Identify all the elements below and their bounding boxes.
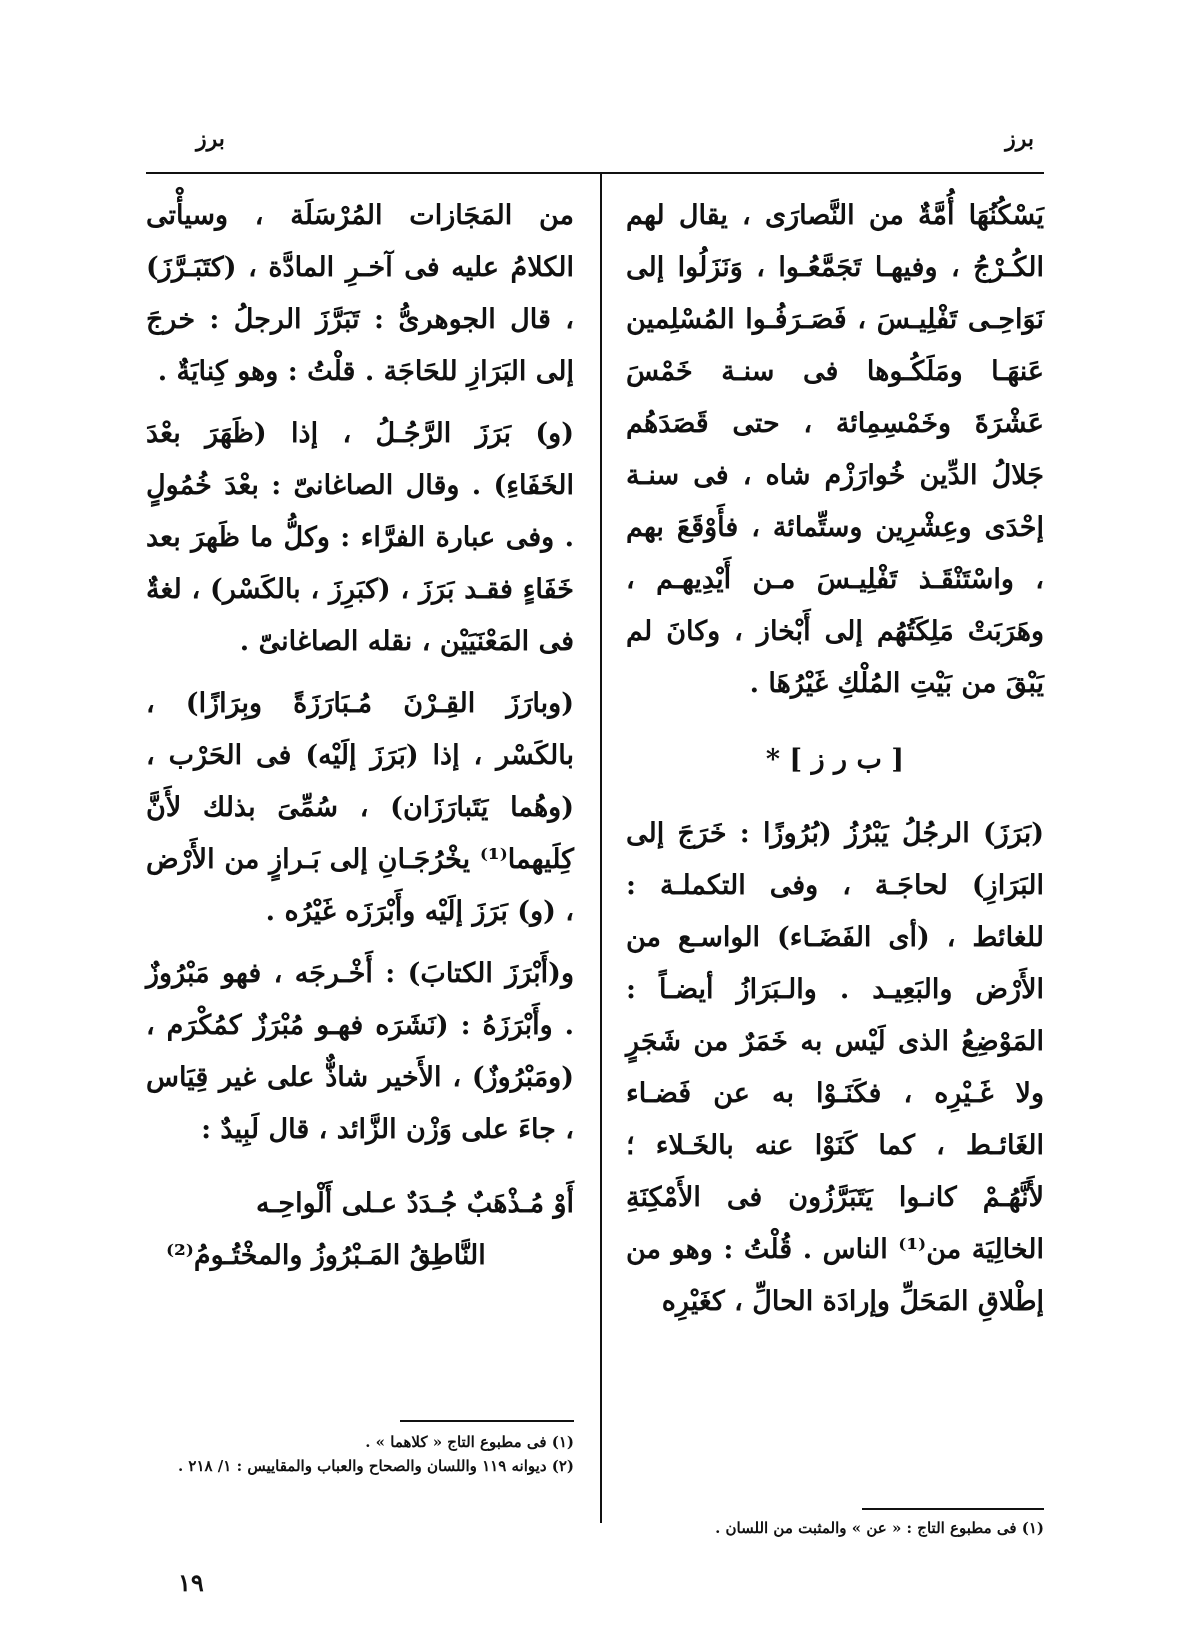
header-rule [146, 172, 1044, 174]
footnote: (٢) ديوانه ١١٩ واللسان والصحاح والعباب والمقاييس : ١/ ٢١٨ . [177, 1457, 574, 1475]
footnote: (١) فى مطبوع التاج « كلاهما » . [365, 1433, 574, 1451]
header-keyword-right: برز [1005, 126, 1034, 152]
poem-line-2: النَّاطِقُ المَـبْرُوزُ والمخْتُـومُ⁽²⁾ [166, 1240, 486, 1271]
poem-verse [146, 1178, 574, 1282]
paragraph-2: (و) بَرَزَ الرَّجُـلُ ، إذا (ظَهَرَ بعْدَ الخَفَاءِ) . وقال الصاغانىّ : بعْدَ خُمُولٍ . وفى عبارة الفرَّاء : وكلُّ ما ظَهرَ بعد خَفَاءٍ فقـد بَرَزَ ، (كبَرِزَ ، بالكَسْر) ، لغةٌ فى المَعْنَيَيْن ، نقله الصاغانىّ . [146, 418, 574, 657]
right-column [626, 190, 1044, 1332]
poem-line-1: أَوْ مُـذْهَبٌ جُـدَدٌ عـلى أَلْواحِـه [256, 1188, 574, 1219]
footnotes-right [626, 1516, 1044, 1540]
paragraph-3: (وبارَزَ القِـرْنَ مُـبَارَزَةً وبِرَازًا) ، بالكَسْر ، إذا (بَرَزَ إلَيْه) فى الحَرْب ، (وهُما يَتَبارَزَان) ، سُمِّىَ بذلك لأَنَّ كِلَيهما⁽¹⁾ يخْرُجَـانِ إلى بَـرازٍ من الأَرْض ، (و) بَرَزَ إلَيْه وأَبْرَزَه غَيْرُه . [146, 688, 574, 927]
paragraph-4: و(أَبْرَزَ الكتابَ) : أَخْـرجَه ، فهو مَبْرُوزٌ . وأَبْرَزَهُ : (نَشَرَه فهـو مُبْرَزٌ كمُكْرَم ، (ومَبْرُوزٌ) ، الأَخير شاذٌّ على غير قِيَاس ، جاءَ على وَزْن الزَّائد ، قال لَبِيدٌ : [146, 958, 574, 1145]
header-keyword-left: برز [196, 126, 225, 152]
entry-paragraph: (بَرَزَ) الرجُلُ يَبْرُزُ (بُرُوزًا : خَرَجَ إلى البَرَازِ) لحاجَـة ، وفى التكملـة : للغائط ، (أى الفَضَـاء) الواسـع من الأَرْض والبَعِيـد . والـبَرَازُ أيضـاً : المَوْضِعُ الذى لَيْس به خَمَرٌ من شَجَرٍ ولا غَـيْرِه ، فكَنَـوْا به عن فَضـاء الغَائـط ، كما كَنَوْا عنه بالخَـلاء ؛ لأَنَّهُـمْ كانـوا يَتَبَرَّزُون فى الأَمْكِنَةِ الخالِيَة من⁽¹⁾ الناس . قُلْتُ : وهو من إطْلاقِ المَحَلِّ وإرادَة الحالِّ ، كغَيْرِه [626, 818, 1044, 1317]
footnote: (١) فى مطبوع التاج : « عن » والمثبت من اللسان . [715, 1519, 1044, 1537]
column-divider [600, 173, 602, 1523]
paragraph-1: من المَجَازات المُرْسَلَة ، وسيأْتى الكلامُ عليه فى آخـرِ المادَّة ، (كتَبَـرَّزَ) ، قال الجوهرىُّ : تَبَرَّزَ الرجلُ : خرجَ إلى البَرَازِ للحَاجَة . قلْتُ : وهو كِنايَةٌ . [146, 200, 574, 387]
entry-heading: [ ب ر ز ] * [765, 744, 905, 775]
footnotes-left [146, 1430, 574, 1478]
footnote-rule-left [400, 1420, 574, 1422]
page-number: ١٩ [178, 1568, 204, 1597]
footnote-rule-right [862, 1508, 1044, 1510]
left-column [146, 190, 574, 1282]
running-header [148, 126, 1034, 166]
continuation-paragraph: يَسْكُنُهَا أُمَّةٌ من النَّصارَى ، يقال لهم الكُـرْجُ ، وفيهـا تَجَمَّعُـوا ، وَنَزَلُوا إلى نَوَاحِـى تَفْلِيـسَ ، فَصَـرَفُـوا المُسْلِمين عَنهَـا ومَلَكُـوها فى سنـة خَمْسَ عَشْرَةَ وخَمْسِمِائة ، حتى قَصَدَهُم جَلالُ الدِّين خُوارَزْم شاه ، فى سنـة إحْدَى وعِشْرِين وستِّمائة ، فأَوْقَعَ بهم ، واسْتَنْقَـذ تَفْلِيـسَ مـن أَيْدِيهـم ، وهَرَبَتْ مَلِكَتُهُم إلى أَبْخاز ، وكانَ لم يَبْقَ من بَيْتِ المُلْكِ غَيْرُهَا . [626, 200, 1044, 699]
